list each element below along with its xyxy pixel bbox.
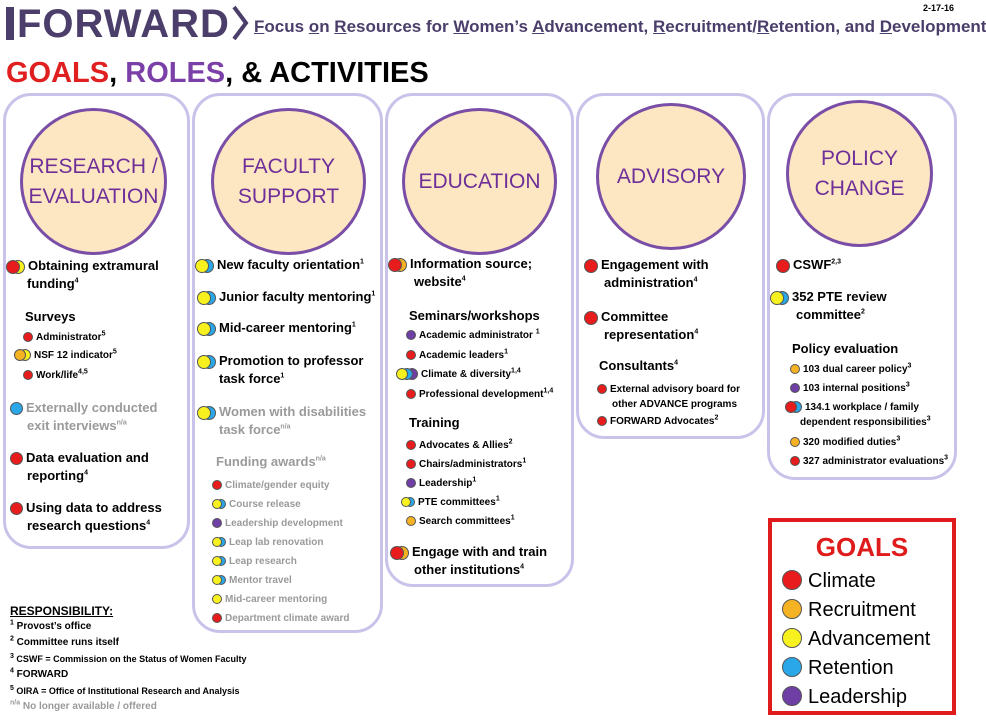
activity-item-research: [27, 416, 127, 435]
leadership-dot-icon: [212, 518, 222, 528]
advancement-dot-icon: [770, 291, 784, 305]
recruitment-dot-icon: [790, 437, 800, 447]
goal-dots-icon: [197, 406, 216, 420]
activity-text: Advocates & Allies: [419, 440, 509, 451]
activity-text: dependent responsibilities: [800, 417, 927, 428]
activity-item-research: [10, 398, 157, 417]
activity-item-education: [406, 512, 515, 531]
circle-policy: POLICY CHANGE: [786, 100, 933, 247]
goal-dots-icon: [212, 518, 222, 528]
activity-text: administration: [604, 275, 694, 290]
footnote-ref: 4: [74, 277, 79, 285]
activity-text: Administrator: [36, 332, 102, 343]
activity-text: Training: [409, 415, 460, 430]
goal-recruitment: [782, 599, 916, 622]
climate-dot-icon: [790, 456, 800, 466]
footnote-ref: 1: [504, 348, 508, 356]
activity-item-research: [14, 346, 117, 365]
goal-dots-icon: [406, 389, 416, 399]
activity-item-education: [406, 385, 553, 404]
activity-item-faculty: [212, 495, 301, 514]
goal-dots-icon: [197, 291, 216, 305]
advancement-dot-icon: [197, 406, 211, 420]
footnote-line: $^4$ FORWARD: [10, 667, 69, 680]
responsibility-title: RESPONSIBILITY:: [10, 604, 114, 618]
activity-text: research questions: [27, 518, 147, 533]
activity-text: Leap lab renovation: [229, 537, 324, 548]
climate-dot-icon: [23, 370, 33, 380]
footnote-ref: 1: [472, 476, 477, 484]
activity-text: Climate & diversity: [421, 369, 512, 380]
activity-text: Academic leaders: [419, 350, 505, 361]
climate-dot-icon: [782, 570, 802, 590]
date-label: 2-17-16: [922, 3, 954, 13]
activity-item-education: [409, 306, 540, 325]
footnote-ref: 3: [905, 381, 910, 389]
climate-dot-icon: [6, 260, 20, 274]
goal-dots-icon: [406, 516, 416, 526]
activity-text: funding: [27, 276, 75, 291]
activity-text: task force: [219, 422, 281, 437]
activity-item-education: [401, 493, 500, 512]
activity-item-faculty: [197, 287, 375, 306]
activity-text: 103 dual career policy: [803, 364, 908, 375]
circle-advisory: ADVISORY: [596, 103, 746, 250]
activity-text: NSF 12 indicator: [34, 350, 113, 361]
goal-label: Leadership: [808, 686, 907, 708]
activity-item-faculty: [216, 452, 326, 471]
activity-item-faculty: [212, 533, 323, 552]
climate-dot-icon: [406, 440, 416, 450]
goal-leadership: [782, 686, 907, 709]
advancement-dot-icon: [782, 628, 802, 648]
leadership-dot-icon: [406, 330, 416, 340]
activity-text: Engagement with: [601, 257, 709, 272]
activity-item-education: [388, 254, 532, 273]
footnote-ref: 4: [693, 276, 698, 284]
circle-education: EDUCATION: [402, 108, 557, 255]
footnote-ref: 1,4: [543, 387, 554, 395]
circle-research: RESEARCH / EVALUATION: [20, 108, 167, 255]
activity-item-faculty: [197, 402, 366, 421]
footnote-ref: 1: [280, 372, 285, 380]
activity-text: Obtaining extramural: [28, 258, 159, 273]
activity-item-policy: [800, 413, 931, 432]
activity-item-policy: [796, 305, 865, 324]
footnote-line: $^5$ OIRA = Office of Institutional Research and Analysis: [10, 685, 240, 696]
activity-text: Promotion to professor: [219, 353, 364, 368]
goal-dots-icon: [584, 259, 598, 273]
goal-dots-icon: [790, 383, 800, 393]
footnote-ref: 1,4: [511, 367, 521, 375]
goal-dots-icon: [195, 259, 214, 273]
activity-text: Climate/gender equity: [225, 480, 330, 491]
recruitment-dot-icon: [782, 599, 802, 619]
footnote-line: $^3$ CSWF = Commission on the Status of Women Faculty: [10, 653, 247, 664]
footnote-ref: 1: [360, 258, 364, 266]
footnote-ref: 4: [694, 328, 699, 336]
footnote-ref: 1: [351, 321, 356, 329]
footnote-ref: 2: [508, 438, 513, 446]
activity-item-faculty: [212, 552, 297, 571]
activity-text: Externally conducted: [26, 400, 158, 415]
activity-item-faculty: [197, 351, 363, 370]
climate-dot-icon: [597, 384, 607, 394]
goal-dots-icon: [770, 291, 789, 305]
goal-dots-icon: [212, 480, 222, 490]
goal-advancement: [782, 628, 930, 651]
activity-text: PTE committees: [418, 497, 496, 508]
activity-item-faculty: [212, 476, 329, 495]
activity-text: Using data to address: [26, 500, 162, 515]
climate-dot-icon: [388, 258, 402, 272]
circle-faculty: FACULTY SUPPORT: [211, 108, 366, 255]
activity-text: representation: [604, 327, 695, 342]
activity-text: Academic administrator: [419, 330, 536, 341]
goal-dots-icon: [790, 456, 800, 466]
activity-text: 134.1 workplace / family: [805, 402, 919, 413]
goal-dots-icon: [406, 459, 416, 469]
activity-text: Junior faculty mentoring: [219, 289, 372, 304]
activity-item-research: [10, 498, 162, 517]
activity-text: 352 PTE review: [792, 289, 887, 304]
activity-text: Funding awards: [216, 454, 316, 469]
goal-dots-icon: [776, 259, 790, 273]
goal-dots-icon: [406, 350, 416, 360]
climate-dot-icon: [406, 459, 416, 469]
climate-dot-icon: [10, 452, 23, 465]
goal-dots-icon: [785, 401, 802, 413]
goal-dots-icon: [10, 452, 23, 465]
forward-logo: FORWARD: [6, 3, 248, 45]
goal-retention: [782, 657, 894, 680]
goal-dots-icon: [212, 575, 226, 585]
footnote-ref: 1: [510, 514, 515, 522]
activity-item-advisory: [584, 307, 668, 326]
retention-dot-icon: [782, 657, 802, 677]
goal-dots-icon: [23, 370, 33, 380]
activity-text: Committee: [601, 309, 669, 324]
activity-item-research: [27, 466, 88, 485]
activity-text: Seminars/workshops: [409, 308, 540, 323]
activity-item-education: [409, 413, 460, 432]
activity-text: 103 internal positions: [803, 383, 906, 394]
goal-label: Advancement: [808, 628, 931, 650]
climate-dot-icon: [390, 546, 404, 560]
goal-dots-icon: [584, 311, 598, 325]
activity-item-research: [23, 366, 88, 385]
goal-dots-icon: [14, 349, 31, 361]
footnote-ref: 4: [461, 275, 466, 283]
activity-text: External advisory board for: [610, 384, 741, 395]
activity-item-policy: [770, 287, 887, 306]
footnote-ref: 3: [944, 454, 949, 462]
goal-dots-icon: [212, 499, 226, 509]
climate-dot-icon: [584, 259, 598, 273]
leadership-dot-icon: [406, 478, 416, 488]
footnote-ref: 5: [112, 348, 117, 356]
climate-dot-icon: [212, 480, 222, 490]
activity-item-faculty: [197, 318, 356, 337]
activity-text: Mid-career mentoring: [219, 320, 352, 335]
footnote-ref: n/a: [280, 423, 291, 431]
activity-text: Course release: [229, 499, 301, 510]
activity-text: FORWARD Advocates: [610, 416, 715, 427]
activity-text: CSWF: [793, 257, 832, 272]
activity-text: Work/life: [36, 370, 79, 381]
goal-dots-icon: [597, 416, 607, 426]
goal-dots-icon: [396, 368, 418, 380]
activity-text: Chairs/administrators: [419, 459, 523, 470]
activity-item-policy: [790, 433, 900, 452]
activity-text: Leadership development: [225, 518, 343, 529]
activity-item-research: [27, 516, 150, 535]
goals-title: GOALS: [815, 532, 909, 562]
goal-climate: [782, 570, 876, 593]
goal-dots-icon: [406, 330, 416, 340]
goals-legend: [768, 518, 956, 715]
footnote-ref: 1: [535, 328, 540, 336]
advancement-dot-icon: [197, 291, 211, 305]
footnote-ref: 5: [101, 330, 106, 338]
goal-dots-icon: [406, 478, 416, 488]
footnote-ref: 4: [146, 519, 151, 527]
goal-dots-icon: [790, 364, 800, 374]
recruitment-dot-icon: [790, 364, 800, 374]
leadership-dot-icon: [790, 383, 800, 393]
activity-text: Data evaluation and: [26, 450, 149, 465]
climate-dot-icon: [597, 416, 607, 426]
goal-label: Climate: [808, 570, 876, 592]
leadership-dot-icon: [782, 686, 802, 706]
activity-item-policy: [792, 339, 898, 358]
activity-text: committee: [796, 307, 862, 322]
activity-text: 320 modified duties: [803, 437, 897, 448]
activity-text: Department climate award: [225, 613, 350, 624]
retention-dot-icon: [10, 402, 23, 415]
footnote-ref: 4: [84, 469, 88, 477]
activity-item-research: [25, 307, 76, 326]
activity-text: other ADVANCE programs: [612, 399, 738, 410]
goal-dots-icon: [197, 355, 216, 369]
activity-item-research: [23, 328, 105, 347]
footnote-ref: 3: [896, 435, 901, 443]
footnote-ref: 3: [926, 415, 931, 423]
goal-dots-icon: [212, 556, 226, 566]
activity-item-advisory: [584, 255, 709, 274]
footnote-ref: 4: [520, 563, 525, 571]
climate-dot-icon: [406, 389, 416, 399]
activity-item-advisory: [604, 325, 698, 344]
footnote-ref: 1: [371, 290, 376, 298]
footnote-ref: 2: [714, 414, 719, 422]
footnote-ref: 2: [861, 308, 865, 316]
goal-dots-icon: [406, 440, 416, 450]
activity-item-policy: [776, 255, 841, 274]
activity-text: Search committees: [419, 516, 511, 527]
activity-item-faculty: [212, 571, 292, 590]
footnote-ref: 2,3: [831, 258, 842, 266]
activity-text: Consultants: [599, 358, 675, 373]
activity-item-policy: [790, 360, 911, 379]
footnote-ref: 4,5: [78, 368, 88, 376]
activity-item-advisory: [599, 356, 678, 375]
activity-text: Policy evaluation: [792, 341, 899, 356]
climate-dot-icon: [776, 259, 790, 273]
activity-item-policy: [790, 379, 910, 398]
activity-text: Mid-career mentoring: [225, 594, 328, 605]
activity-text: other institutions: [414, 562, 521, 577]
activity-item-research: [10, 448, 149, 467]
activity-text: Women with disabilities: [219, 404, 367, 419]
activity-item-education: [414, 560, 524, 579]
goal-dots-icon: [401, 497, 415, 507]
activity-text: Information source;: [410, 256, 533, 271]
page-title: GOALS, ROLES, & ACTIVITIES: [6, 57, 429, 89]
footnote-ref: 1: [522, 457, 527, 465]
activity-text: Engage with and train: [412, 544, 548, 559]
activity-item-education: [396, 365, 521, 384]
goal-dots-icon: [790, 437, 800, 447]
activity-item-education: [406, 455, 526, 474]
activity-text: Leadership: [419, 478, 473, 489]
tagline: Focus on Resources for Women’s Advancement, Recruitment/Retention, and Development: [254, 17, 986, 36]
activity-text: Professional development: [419, 389, 544, 400]
activity-item-advisory: [597, 412, 718, 431]
goal-dots-icon: [597, 384, 607, 394]
activity-item-education: [406, 326, 540, 345]
activity-item-education: [406, 436, 513, 455]
activity-text: Mentor travel: [229, 575, 292, 586]
activity-text: exit interviews: [27, 418, 117, 433]
activity-item-education: [414, 272, 466, 291]
goal-dots-icon: [212, 537, 226, 547]
footnote-line: $^{n/a}$ No longer available / offered: [10, 699, 157, 712]
goal-dots-icon: [10, 402, 23, 415]
activity-item-faculty: [219, 369, 284, 388]
advancement-dot-icon: [195, 259, 209, 273]
goal-label: Recruitment: [808, 599, 916, 621]
activity-text: 327 administrator evaluations: [803, 456, 945, 467]
activity-text: Surveys: [25, 309, 76, 324]
advancement-dot-icon: [197, 322, 211, 336]
activity-item-education: [406, 474, 476, 493]
goal-dots-icon: [390, 546, 409, 560]
climate-dot-icon: [23, 332, 33, 342]
climate-dot-icon: [584, 311, 598, 325]
advancement-dot-icon: [197, 355, 211, 369]
goal-dots-icon: [6, 260, 25, 274]
goal-dots-icon: [23, 332, 33, 342]
activity-text: task force: [219, 371, 281, 386]
activity-item-faculty: [195, 255, 364, 274]
footnote-line: $^2$ Committee runs itself: [10, 635, 119, 648]
activity-text: New faculty orientation: [217, 257, 361, 272]
activity-item-policy: [790, 452, 948, 471]
footnote-ref: 3: [907, 362, 912, 370]
footnote-line: $^1$ Provost’s office: [10, 619, 92, 632]
footnote-ref: n/a: [315, 455, 326, 463]
responsibility-footnotes: [10, 603, 247, 715]
activity-item-research: [27, 274, 79, 293]
activity-item-faculty: [212, 514, 343, 533]
recruitment-dot-icon: [406, 516, 416, 526]
footnote-ref: 1: [495, 495, 500, 503]
activity-item-education: [390, 542, 547, 561]
goal-label: Retention: [808, 657, 894, 679]
climate-dot-icon: [10, 502, 23, 515]
footnote-ref: 4: [674, 359, 679, 367]
activity-item-advisory: [604, 273, 697, 292]
goal-dots-icon: [388, 258, 407, 272]
footnote-ref: n/a: [116, 419, 127, 427]
climate-dot-icon: [406, 350, 416, 360]
goal-dots-icon: [10, 502, 23, 515]
activity-text: Leap research: [229, 556, 297, 567]
activity-item-education: [406, 346, 508, 365]
activity-item-research: [6, 256, 159, 275]
goal-dots-icon: [197, 322, 216, 336]
activity-item-faculty: [219, 420, 291, 439]
activity-text: reporting: [27, 468, 85, 483]
activity-text: website: [414, 274, 462, 289]
